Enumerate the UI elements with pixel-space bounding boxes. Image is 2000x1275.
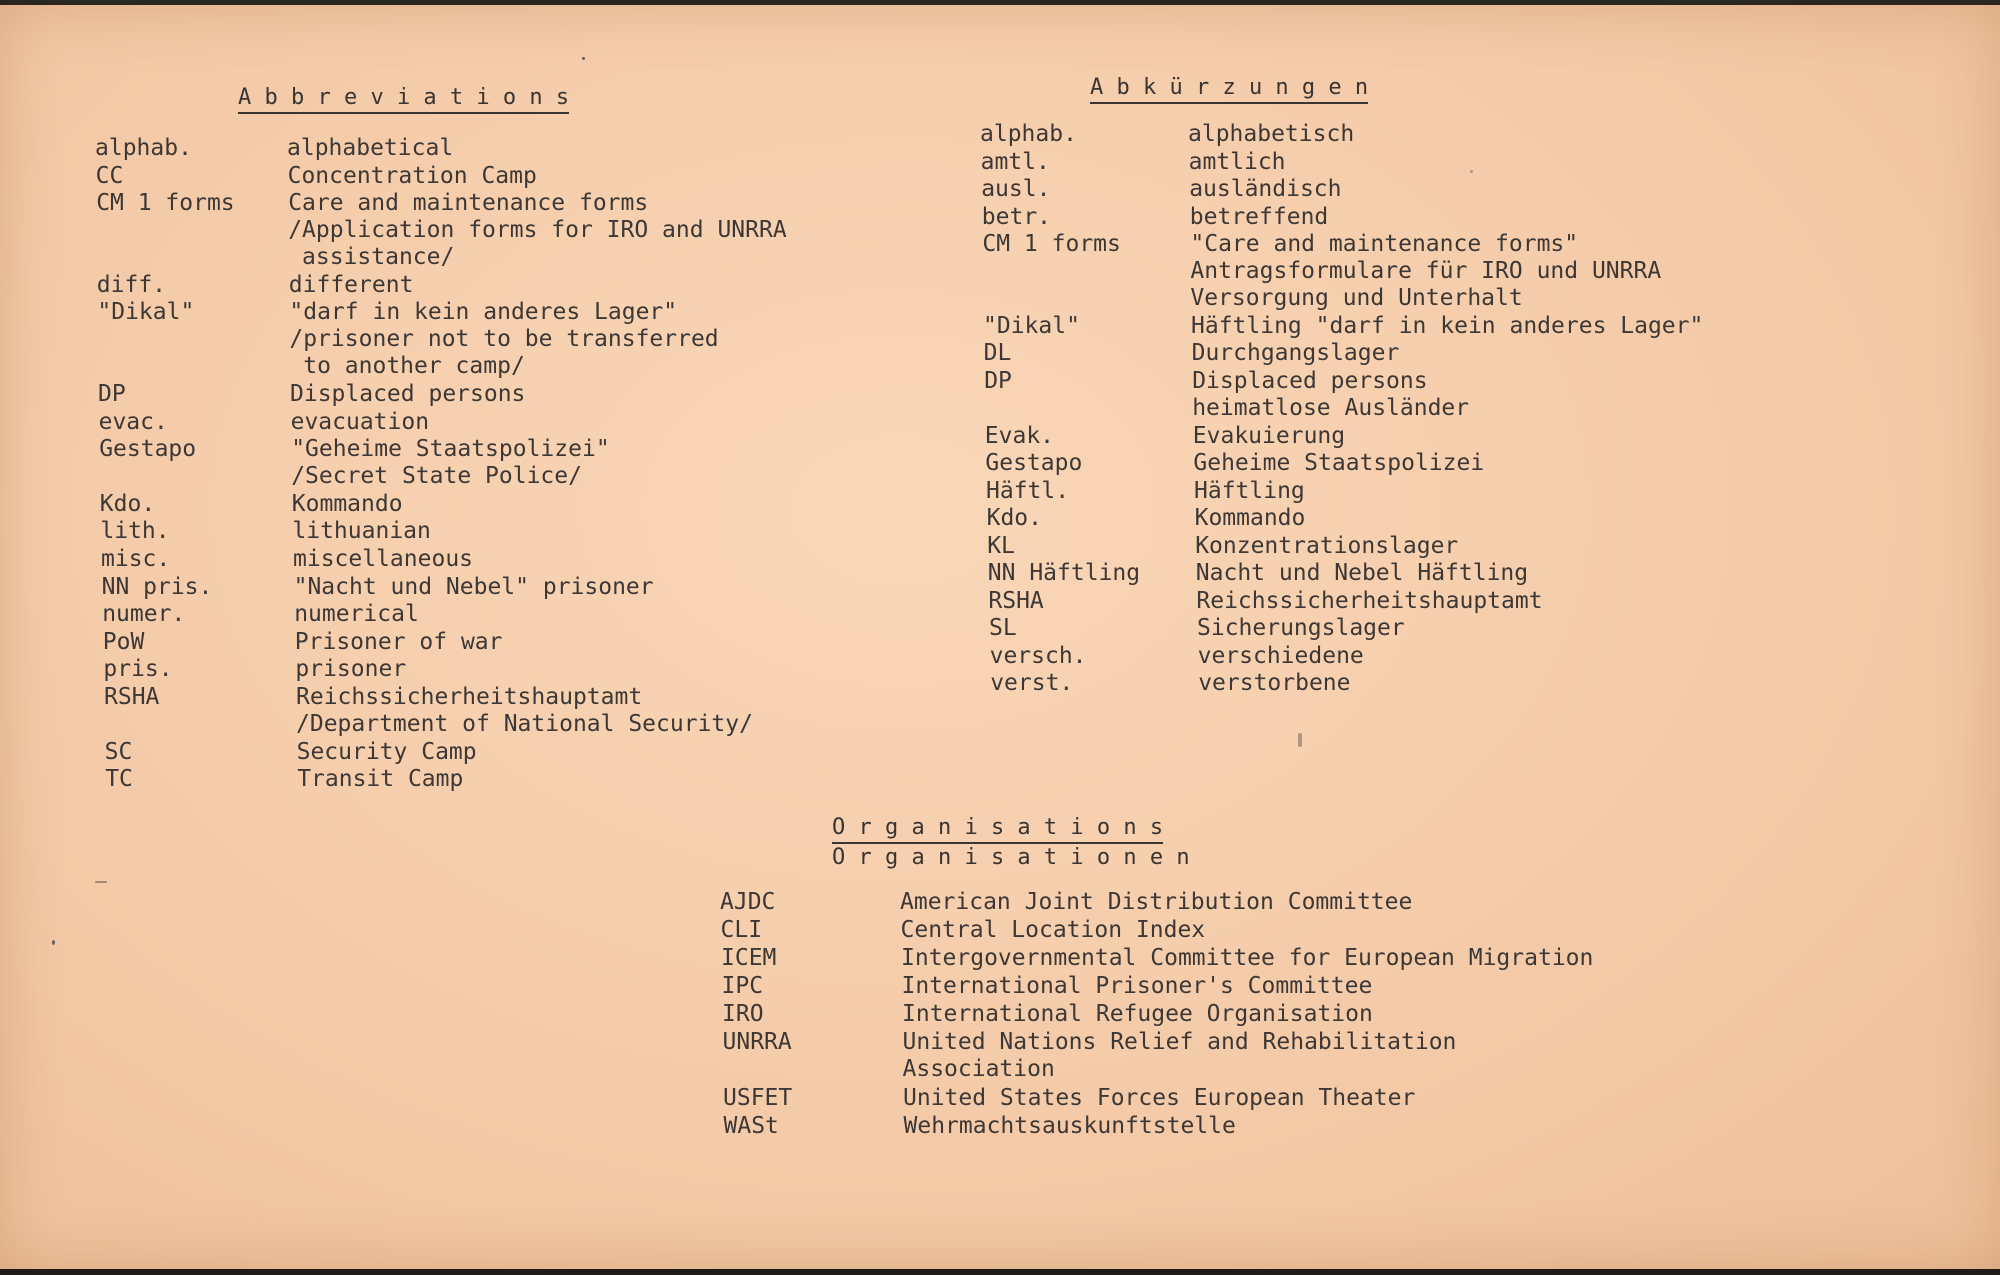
paper-speck <box>95 881 107 883</box>
abbreviation-definition <box>1196 588 1542 615</box>
definition-line: amtlich <box>1188 148 1286 175</box>
definition-line: prisoner <box>295 656 407 683</box>
abbreviation-definition <box>1198 670 1350 697</box>
abbreviation-term: Kdo. <box>99 490 156 517</box>
abbreviation-definition <box>287 135 453 162</box>
definition-line: Prisoner of war <box>294 628 503 655</box>
definition-line: Reichssicherheitshauptamt <box>1196 587 1543 614</box>
abbreviation-definition <box>904 1113 1236 1140</box>
definition-line: different <box>288 271 414 298</box>
abbreviation-term: numer. <box>102 601 186 628</box>
abbreviation-definition <box>292 518 430 545</box>
definition-line: Transit Camp <box>297 766 464 793</box>
definition-line: numerical <box>294 601 419 628</box>
abbreviation-term: DP <box>98 381 126 407</box>
definition-line: Durchgangslager <box>1191 340 1400 367</box>
abbreviation-term: AJDC <box>720 889 776 915</box>
definition-line: Displaced persons <box>1192 367 1428 394</box>
abbreviation-term: NN Häftling <box>987 560 1141 587</box>
abbreviation-definition <box>1193 450 1484 477</box>
definition-line: Concentration Camp <box>287 162 537 189</box>
abbreviation-term: CC <box>95 162 124 189</box>
abbreviation-term: lith. <box>100 518 170 545</box>
abbreviation-definition <box>294 601 419 628</box>
abbreviation-definition <box>294 574 654 601</box>
abbreviation-definition <box>1193 423 1345 450</box>
abbreviation-term: SC <box>104 738 133 765</box>
definition-line: Antragsformulare für IRO und UNRRA <box>1190 258 1662 284</box>
definition-line: Central Location Index <box>900 917 1206 943</box>
abbreviation-definition <box>900 889 1412 916</box>
abbreviation-term: KL <box>987 532 1015 559</box>
definition-line: Security Camp <box>296 738 477 765</box>
abbreviation-definition <box>1194 478 1305 505</box>
definition-line: International Refugee Organisation <box>902 1001 1373 1027</box>
abbreviation-term: SL <box>989 615 1017 642</box>
abbreviation-term: PoW <box>102 628 145 655</box>
definition-line: /Application forms for IRO and UNRRA <box>288 217 787 244</box>
abbreviation-definition <box>1191 313 1703 340</box>
definition-line: lithuanian <box>292 518 431 545</box>
abbreviation-definition <box>902 1001 1373 1028</box>
definition-line: betreffend <box>1189 203 1329 230</box>
abbreviation-term: CM 1 forms <box>96 190 235 217</box>
abbreviation-term: Gestapo <box>985 450 1083 477</box>
abbreviation-definition <box>295 656 406 683</box>
definition-line: United Nations Relief and Rehabilitation <box>902 1029 1457 1055</box>
definition-line: United States Forces European Theater <box>903 1085 1416 1111</box>
abbreviation-term: alphab. <box>95 135 192 161</box>
organisations-title: O r g a n i s a t i o n s <box>832 815 1163 844</box>
abbreviation-definition <box>1188 121 1354 148</box>
definition-line: American Joint Distribution Committee <box>900 889 1413 915</box>
definition-line: alphabetisch <box>1188 121 1355 147</box>
paper-speck <box>52 940 55 945</box>
abbreviation-definition <box>293 546 473 573</box>
abbreviation-definition <box>288 190 787 271</box>
abbreviation-definition <box>901 917 1206 944</box>
definition-line: Wehrmachtsauskunftstelle <box>903 1113 1236 1139</box>
abbreviation-definition <box>902 973 1373 1000</box>
definition-line: Intergovernmental Committee for European Migration <box>901 945 1594 971</box>
abbreviation-definition <box>289 299 718 380</box>
definition-line: Evakuierung <box>1192 422 1346 449</box>
definition-line: /Department of National Security/ <box>296 711 753 737</box>
abbreviation-term: versch. <box>989 642 1087 669</box>
definition-line: International Prisoner's Committee <box>901 973 1373 999</box>
abbreviation-term: ausl. <box>981 176 1051 202</box>
definition-line: "Care and maintenance forms" <box>1190 231 1579 257</box>
abbreviation-definition <box>1198 643 1364 670</box>
definition-line: "Geheime Staatspolizei" <box>291 436 610 463</box>
abbreviation-definition <box>291 409 429 436</box>
abbreviation-term: Kdo. <box>986 505 1042 532</box>
abbreviation-term: diff. <box>96 271 167 298</box>
definition-line: "darf in kein anderes Lager" <box>289 299 678 326</box>
definition-line: Versorgung und Unterhalt <box>1190 285 1523 311</box>
abbreviation-definition <box>1196 560 1528 587</box>
abbreviation-term: pris. <box>103 656 173 683</box>
abbreviation-term: CLI <box>720 917 763 943</box>
abbreviation-definition <box>1189 176 1341 203</box>
abbreviation-term: TC <box>105 766 133 793</box>
definition-line: Displaced persons <box>290 381 526 407</box>
abbreviation-definition <box>292 491 403 518</box>
abbreviation-term: evac. <box>98 408 168 435</box>
abbreviation-definition <box>1192 340 1400 367</box>
definition-line: Kommando <box>1194 505 1306 532</box>
definition-line: alphabetical <box>287 135 454 161</box>
abbreviation-term: Häftl. <box>986 477 1070 504</box>
abbreviation-definition <box>1189 149 1286 176</box>
abbreviation-definition <box>289 272 414 299</box>
definition-line: /Secret State Police/ <box>291 463 582 490</box>
abbreviation-definition <box>297 766 463 793</box>
abbreviation-definition <box>1190 231 1661 312</box>
abbreviation-term: "Dikal" <box>97 299 195 326</box>
definition-line: Sicherungslager <box>1197 615 1405 642</box>
abbreviation-definition <box>295 629 503 656</box>
abbreviation-term: ICEM <box>721 945 777 971</box>
abbreviation-term: verst. <box>990 670 1074 697</box>
definition-line: Care and maintenance forms <box>288 190 649 217</box>
abbreviation-definition <box>290 381 525 408</box>
abbreviation-term: IRO <box>722 1001 764 1027</box>
abbreviation-term: Evak. <box>984 422 1055 449</box>
definition-line: heimatlose Ausländer <box>1192 394 1470 421</box>
abkuerzungen-title: A b k ü r z u n g e n <box>1090 75 1368 104</box>
abbreviations-title: A b b r e v i a t i o n s <box>238 85 569 114</box>
abbreviation-definition <box>901 945 1593 972</box>
abbreviation-term: RSHA <box>104 684 160 710</box>
organisationen-title: O r g a n i s a t i o n e n <box>832 845 1190 870</box>
paper-speck <box>582 57 585 60</box>
scan-edge <box>0 1269 2000 1275</box>
abbreviation-term: alphab. <box>980 121 1077 147</box>
definition-line: Kommando <box>291 490 403 517</box>
abbreviation-definition <box>1195 505 1306 532</box>
document-page <box>0 5 2000 1269</box>
definition-line: ausländisch <box>1189 176 1342 202</box>
abbreviation-term: CM 1 forms <box>982 231 1121 257</box>
abbreviation-definition <box>288 163 537 190</box>
definition-line: Association <box>902 1056 1055 1082</box>
definition-line: miscellaneous <box>293 546 474 572</box>
abbreviation-term: betr. <box>981 203 1052 230</box>
definition-line: Konzentrationslager <box>1195 532 1459 559</box>
definition-line: Reichssicherheitshauptamt <box>296 684 643 710</box>
definition-line: Geheime Staatspolizei <box>1193 450 1485 477</box>
definition-line: assistance/ <box>288 244 455 271</box>
abbreviation-term: WASt <box>723 1113 779 1139</box>
definition-line: verstorbene <box>1198 670 1351 697</box>
abbreviation-definition <box>903 1029 1457 1083</box>
abbreviation-term: RSHA <box>988 587 1044 614</box>
abbreviation-term: Gestapo <box>99 436 197 463</box>
definition-line: evacuation <box>290 408 430 435</box>
abbreviation-definition <box>1190 204 1328 231</box>
abbreviation-term: DL <box>983 340 1012 367</box>
abbreviation-term: IPC <box>721 973 764 999</box>
abbreviation-definition <box>291 436 610 490</box>
abbreviation-term: NN pris. <box>101 573 213 600</box>
definition-line: Häftling <box>1194 477 1305 504</box>
abbreviation-definition <box>296 684 753 738</box>
abbreviation-term: DP <box>984 367 1012 394</box>
abbreviation-term: misc. <box>101 546 171 572</box>
definition-line: to another camp/ <box>289 353 525 380</box>
abbreviation-term: USFET <box>723 1085 793 1111</box>
definition-line: Nacht und Nebel Häftling <box>1195 560 1529 587</box>
paper-speck <box>1470 170 1473 173</box>
abbreviation-definition <box>1192 368 1469 422</box>
abbreviation-term: UNRRA <box>722 1029 792 1055</box>
abbreviation-definition <box>1197 615 1405 642</box>
definition-line: Häftling "darf in kein anderes Lager" <box>1191 312 1704 339</box>
abbreviation-definition <box>903 1085 1415 1112</box>
abbreviation-term: amtl. <box>980 148 1050 175</box>
paper-speck <box>1298 733 1302 747</box>
definition-line: verschiedene <box>1197 642 1364 669</box>
abbreviation-definition <box>1195 533 1458 560</box>
abbreviation-definition <box>297 739 477 766</box>
abbreviation-term: "Dikal" <box>983 312 1080 339</box>
definition-line: "Nacht und Nebel" prisoner <box>293 573 654 600</box>
definition-line: /prisoner not to be transferred <box>289 326 719 353</box>
